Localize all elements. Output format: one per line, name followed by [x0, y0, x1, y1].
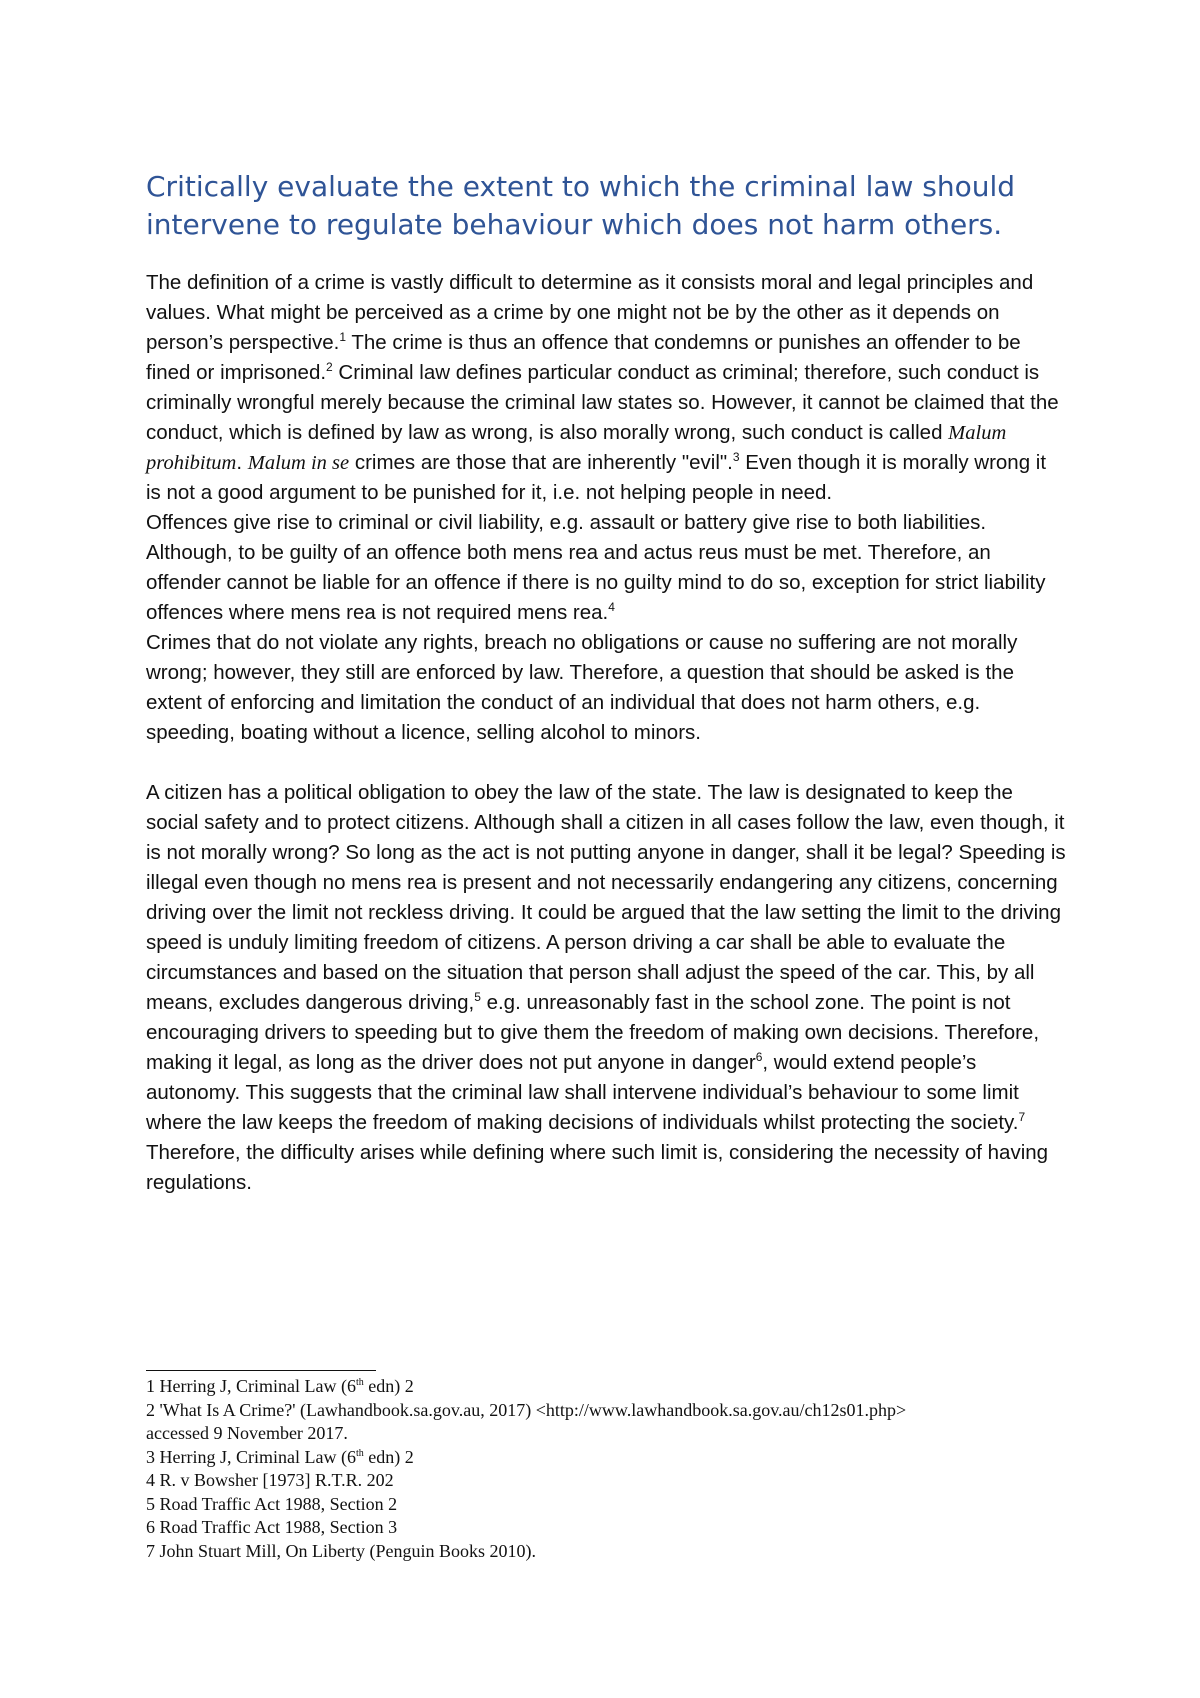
- paragraph-definition-of-crime: [146, 268, 1066, 508]
- paragraph-text: Criminal law defines particular conduct as criminal; therefore, such conduct is criminally wrongful merely because the criminal law states so. However, it cannot be claimed that the conduct, which is defined by law as wrong, is also morally wrong, such conduct is called: [146, 361, 1059, 444]
- paragraph-liability: [146, 508, 1066, 628]
- footnote-text: edn) 2: [363, 1376, 414, 1396]
- paragraph-text: .: [236, 451, 248, 474]
- paragraph-text: A citizen has a political obligation to obey the law of the state. The law is designated to keep the social safety and to protect citizens. Although shall a citizen in all cases follow the law, even though, it is not morally wrong? So long as the act is not putting anyone in danger, shall it be legal? Speeding is illegal even though no mens rea is present and not necessarily endangering any citizens, concerning driving over the limit not reckless driving. It could be argued that the law setting the limit to the driving speed is unduly limiting freedom of citizens. A person driving a car shall be able to evaluate the circumstances and based on the situation that person shall adjust the speed of the car. This, by all means, excludes dangerous driving,: [146, 781, 1066, 1014]
- footnote-text: 1 Herring J, Criminal Law (6: [146, 1376, 356, 1396]
- footnote-reference-5[interactable]: 5: [474, 990, 481, 1005]
- latin-term-malum-in-se: Malum in se: [247, 452, 350, 474]
- footnote-4: 4 R. v Bowsher [1973] R.T.R. 202: [146, 1470, 394, 1490]
- footnote-7: 7 John Stuart Mill, On Liberty (Penguin Books 2010).: [146, 1540, 536, 1561]
- document-body: [146, 168, 1066, 1198]
- footnote-5: 5 Road Traffic Act 1988, Section 2: [146, 1493, 398, 1514]
- footnote-reference-6[interactable]: 6: [755, 1050, 763, 1065]
- footnote-separator: [146, 1370, 376, 1371]
- footnote-reference-3[interactable]: 3: [732, 450, 740, 465]
- paragraph-text: , would extend people’s autonomy. This suggests that the criminal law shall intervene individual’s behaviour to some limit where the law keeps the freedom of making decisions of individuals whilst protecting the society.: [146, 1051, 1019, 1134]
- footnote-text: edn) 2: [363, 1446, 414, 1467]
- footnote-2-continued: accessed 9 November 2017.: [146, 1423, 348, 1443]
- paragraph-text: The definition of a crime is vastly difficult to determine as it consists moral and legal principles and values. What might be perceived as a crime by one might not be by the other as it depends on person’s perspective.: [146, 271, 1034, 354]
- essay-title: Critically evaluate the extent to which the criminal law should intervene to regulate behaviour which does not harm others.: [146, 170, 1016, 241]
- paragraph-text: e.g. unreasonably fast in the school zone. The point is not encouraging drivers to speeding but to give them the freedom of making own decisions. Therefore, making it legal, as long as the driver does not put anyone in danger: [146, 991, 1040, 1074]
- latin-term-malum-prohibitum: Malum prohibitum: [146, 422, 1007, 474]
- footnote-reference-2[interactable]: 2: [326, 360, 333, 375]
- footnote-reference-7[interactable]: 7: [1018, 1110, 1026, 1125]
- footnote-reference-4[interactable]: 4: [608, 600, 615, 615]
- footnote-ordinal: th: [355, 1377, 364, 1388]
- footnote-6: 6 Road Traffic Act 1988, Section 3: [146, 1517, 398, 1537]
- footnote-reference-1[interactable]: 1: [339, 330, 347, 345]
- paragraph-text: Even though it is morally wrong it is not a good argument to be punished for it, i.e. not helping people in need.: [146, 451, 1047, 504]
- paragraph-text: Offences give rise to criminal or civil liability, e.g. assault or battery give rise to both liabilities. Although, to be guilty of an offence both mens rea and actus reus must be met. Therefore, an offender cannot be liable for an offence if there is no guilty mind to do so, exception for strict liability offences where mens rea is not required mens rea.: [146, 511, 1046, 624]
- footnotes-section: [146, 1370, 1066, 1563]
- paragraph-text: crimes are those that are inherently "evil".: [349, 451, 733, 474]
- paragraph-spacer: [146, 748, 1066, 778]
- paragraph-text: The crime is thus an offence that condemns or punishes an offender to be fined or imprisoned.: [146, 331, 1021, 384]
- footnote-1: [146, 1375, 1066, 1399]
- paragraph-text: Therefore, the difficulty arises while defining where such limit is, considering the necessity of having regulations.: [146, 1141, 1049, 1194]
- footnote-ordinal: th: [355, 1447, 364, 1459]
- paragraph-political-obligation: [146, 778, 1066, 1198]
- footnote-text: 3 Herring J, Criminal Law (6: [146, 1446, 356, 1467]
- footnote-2: 2 'What Is A Crime?' (Lawhandbook.sa.gov.au, 2017) <http://www.lawhandbook.sa.gov.au/ch12s01.php>: [146, 1399, 907, 1420]
- paragraph-victimless-crimes: Crimes that do not violate any rights, breach no obligations or cause no suffering are not morally wrong; however, they still are enforced by law. Therefore, a question that should be asked is the extent of enforcing and limitation the conduct of an individual that does not harm others, e.g. speeding, boating without a licence, selling alcohol to minors.: [146, 631, 1018, 744]
- footnote-3: [146, 1446, 1066, 1470]
